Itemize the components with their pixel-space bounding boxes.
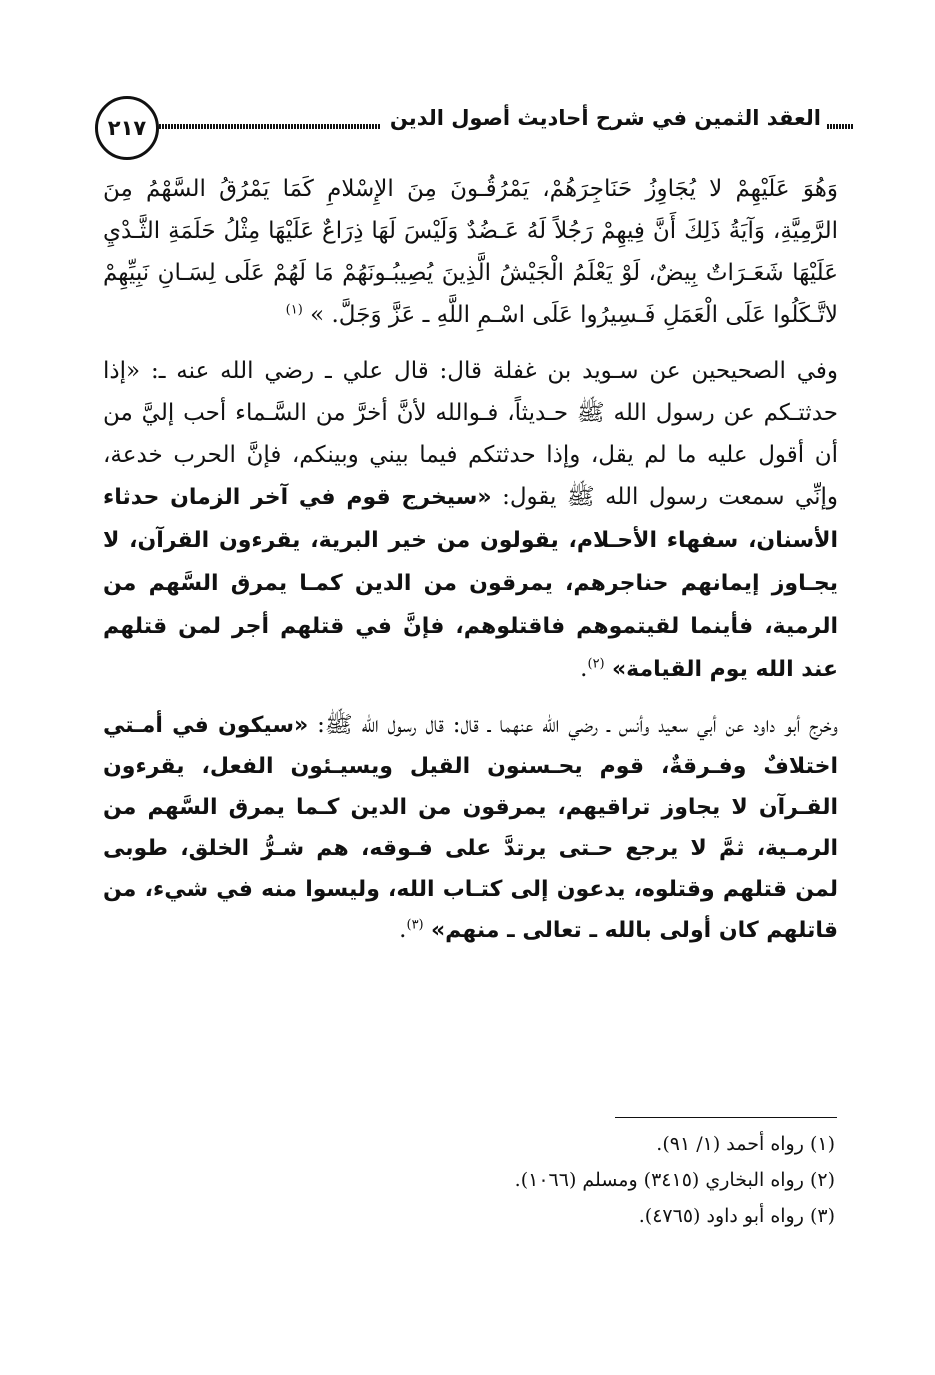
hadith-quote: «سيخرج قوم في آخر الزمان حدثاء الأسنان، سفهاء الأحـلام، يقولون من خير البرية، يقرءون القرآن، لا يجـاوز إيمانهم حناجرهم، يمرقون من الدين كمـا يمرق السَّهم من الرمية، فأينما لقيتموهم فاقتلوهم، فإنَّ في قتلهم أجر لمن قتلهم عند الله يوم القيامة» [103,485,838,682]
footnote-marker: (٢) [587,656,605,672]
running-header [95,96,855,166]
text-run: وفي الصحيحين عن سـويد بن غفلة قال: قال علي ـ رضي الله عنه ـ: «إذا حدثتـكم عن رسول الله ﷺ حـديثاً، فـوالله لأنَّ أخرَّ من السَّـماء أحب إليَّ من أن أقول عليه ما لم يقل، وإذا حدثتكم فيما بيني وبينكم، فإنَّ الحرب خدعة، وإنِّي سمعت رسول الله ﷺ يقول: [103,358,838,510]
footnote-separator [615,1117,837,1118]
footnote: (٢) رواه البخاري (٣٤١٥) ومسلم (١٠٦٦). [514,1169,835,1191]
paragraph [103,350,838,691]
footnote-marker: (١) [285,302,303,318]
text-run: . [580,656,588,682]
text-run: وخرج أبو داود عن أبي سعيد وأنس ـ رضي الله عنهما ـ قال: قال رسول الله ﷺ: [308,712,838,738]
header-ornament-rule [159,124,381,129]
footnote: (٣) رواه أبو داود (٤٧٦٥). [638,1205,835,1227]
paragraph [103,705,838,951]
footnote: (١) رواه أحمد (١/ ٩١). [656,1133,835,1155]
main-text [103,168,838,951]
book-title: العقد الثمين في شرح أحاديث أصول الدين [389,106,821,130]
footnotes [100,1126,835,1234]
header-ornament-rule [827,124,853,129]
text-run: . [399,917,407,943]
paragraph [103,168,838,336]
hadith-quote: «سيكون في أمـتي اختلافٌ وفـرقةٌ، قوم يحـسنون القيل ويسيـئون الفعل، يقرءون القـرآن لا يجاوز تراقيهم، يمرقون من الدين كـما يمرق السَّهم من الرمـية، ثمَّ لا يرجع حـتى يرتدَّ على فـوقه، هم شـرُّ الخلق، طوبى لمن قتلهم وقتلوه، يدعون إلى كتـاب الله، وليسوا منه في شيء، من قاتلهم كان أولى بالله ـ تعالى ـ منهم» [103,713,838,943]
text-run: وَهُوَ عَلَيْهِمْ لا يُجَاوِزُ حَنَاجِرَهُمْ، يَمْرُقُـونَ مِنَ الإِسْلامِ كَمَا يَمْرُقُ السَّهْمُ مِنَ الرَّمِيَّةِ، وَآيَةُ ذَلِكَ أَنَّ فِيهِمْ رَجُلاً لَهُ عَـضُدٌ وَلَيْسَ لَهَا ذِرَاعٌ عَلَيْهَا مِثْلُ حَلَمَةِ الثَّـدْيِ عَلَيْهَا شَعَـرَاتٌ بِيضٌ، لَوْ يَعْلَمُ الْجَيْشُ الَّذِينَ يُصِيبُـونَهُمْ مَا لَهُمْ عَلَى لِسَـانِ نَبِيِّهِمْ لاتَّـكَلُوا عَلَى الْعَمَلِ فَـسِيرُوا عَلَى اسْـمِ اللَّهِ ـ عَزَّ وَجَلَّ. » [103,176,838,328]
page-number: ٢١٧ [95,96,159,160]
footnote-marker: (٣) [406,917,424,933]
